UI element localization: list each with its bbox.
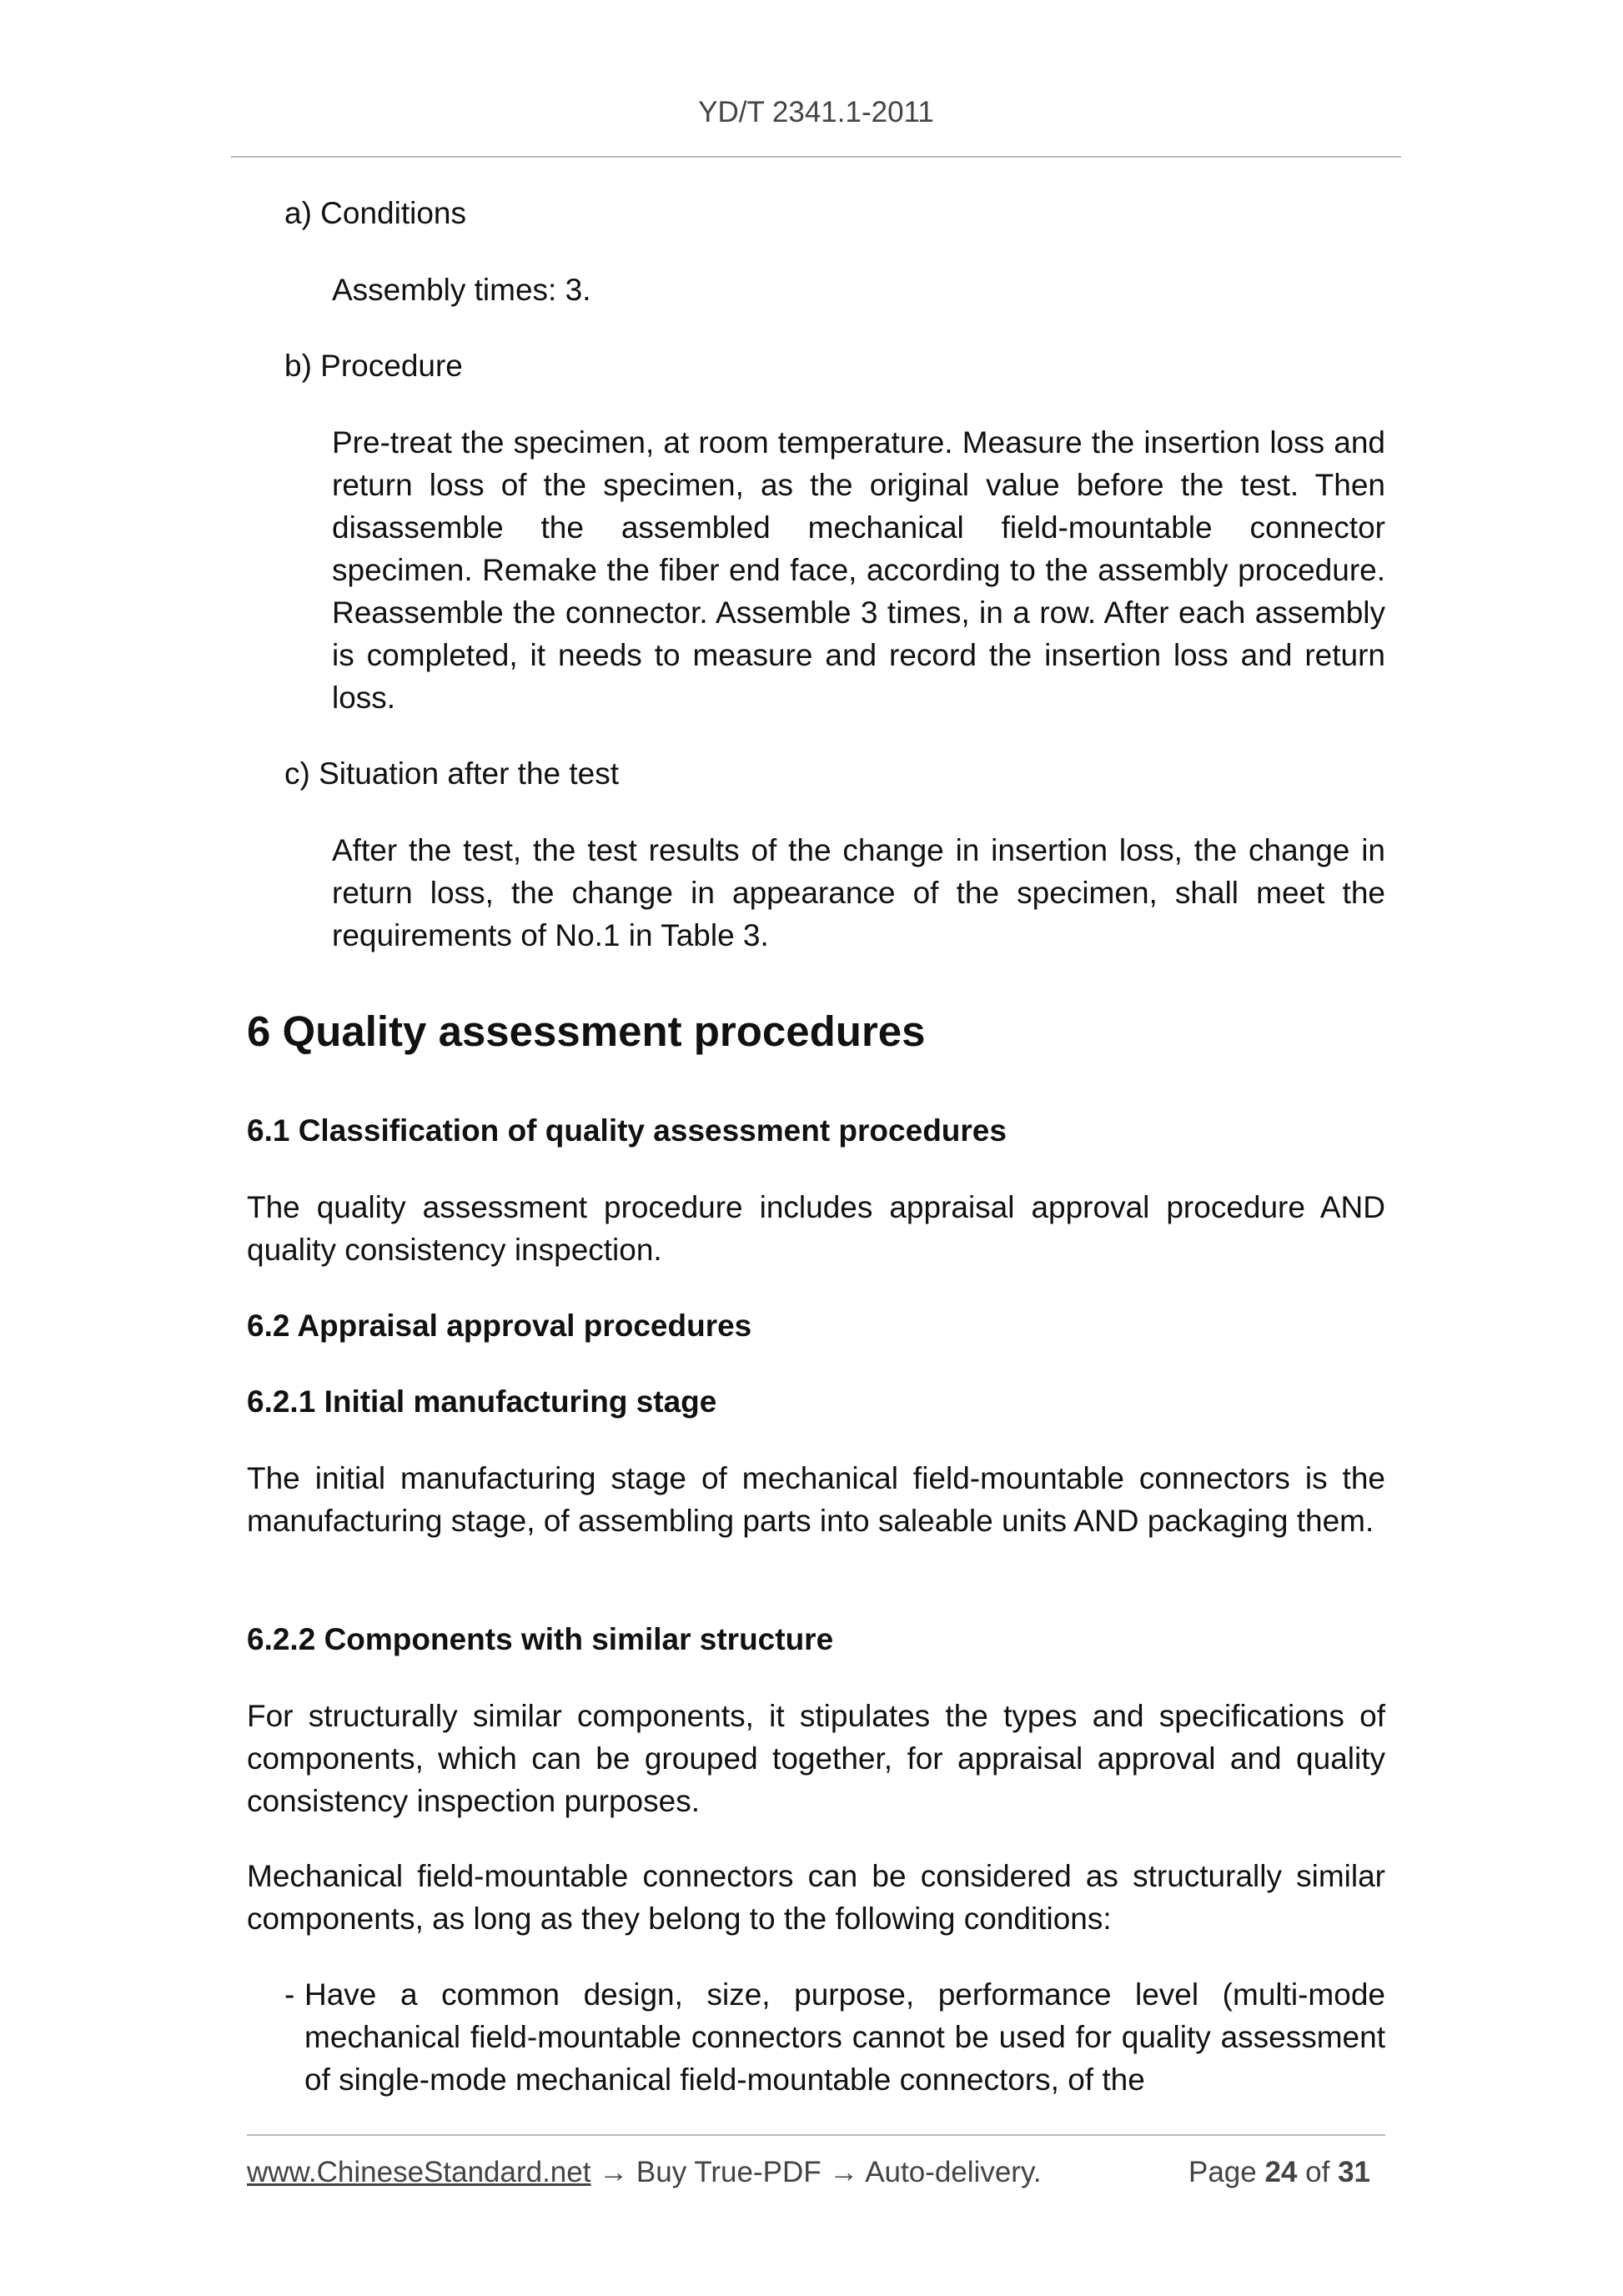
list-item-text: Have a common design, size, purpose, performance level (multi-mode mechanical field-mountable connectors cannot be used for quality assessment of single-mode mechanical field-mountable connectors, of the — [304, 1977, 1385, 2097]
condition-list-item — [284, 1973, 1385, 2101]
running-header: YD/T 2341.1-2011 — [698, 96, 934, 128]
page-indicator — [1188, 2153, 1370, 2191]
footer-links — [247, 2153, 1042, 2191]
item-b-label: b) Procedure — [284, 349, 463, 383]
footer-arrow-1: → — [590, 2156, 636, 2188]
chinese-standard-link[interactable]: www.ChineseStandard.net — [247, 2156, 591, 2188]
section-6-1-heading: 6.1 Classification of quality assessment procedures — [247, 1113, 1007, 1148]
footer-arrow-2: → — [821, 2156, 866, 2188]
section-6-1-paragraph: The quality assessment procedure includes appraisal approval procedure AND quality consistency inspection. — [247, 1190, 1385, 1267]
of-label: of — [1305, 2156, 1330, 2188]
item-c-text: After the test, the test results of the change in insertion loss, the change in return loss, the change in appearance of the specimen, shall meet the requirements of No.1 in Table 3. — [332, 833, 1385, 952]
item-c-label: c) Situation after the test — [284, 756, 620, 791]
page-label: Page — [1188, 2156, 1257, 2188]
section-6-heading: 6 Quality assessment procedures — [247, 1007, 926, 1055]
section-6-2-2-heading: 6.2.2 Components with similar structure — [247, 1622, 834, 1656]
section-6-2-1-heading: 6.2.1 Initial manufacturing stage — [247, 1384, 717, 1419]
footer-delivery-text: Auto-delivery. — [865, 2156, 1042, 2188]
item-a-label: a) Conditions — [284, 196, 467, 230]
page-total: 31 — [1338, 2156, 1370, 2188]
header-divider — [231, 156, 1401, 158]
footer-buy-text: Buy True-PDF — [636, 2156, 822, 2188]
list-bullet: - — [284, 1977, 295, 2012]
section-6-2-2-paragraph-1: For structurally similar components, it stipulates the types and specifications of components, which can be grouped together, for appraisal approval and quality consistency inspection purposes. — [247, 1699, 1385, 1818]
page-number: 24 — [1264, 2156, 1298, 2188]
item-b-text: Pre-treat the specimen, at room temperature. Measure the insertion loss and return loss of the specimen, as the original value before the test. Then disassemble the assembled mechanical field-mountable connector specimen. Remake the fiber end face, according to the assembly procedure. Reassemble the connector. Assemble 3 times, in a row. After each assembly is completed, it needs to measure and record the insertion loss and return loss. — [332, 425, 1385, 715]
footer-divider — [247, 2134, 1385, 2136]
item-a-text: Assembly times: 3. — [332, 273, 591, 307]
section-6-2-1-paragraph: The initial manufacturing stage of mechanical field-mountable connectors is the manufacturing stage, of assembling parts into saleable units AND packaging them. — [247, 1461, 1385, 1538]
section-6-2-heading: 6.2 Appraisal approval procedures — [247, 1309, 752, 1343]
section-6-2-2-paragraph-2: Mechanical field-mountable connectors can be considered as structurally similar components, as long as they belong to the following conditions: — [247, 1859, 1385, 1936]
